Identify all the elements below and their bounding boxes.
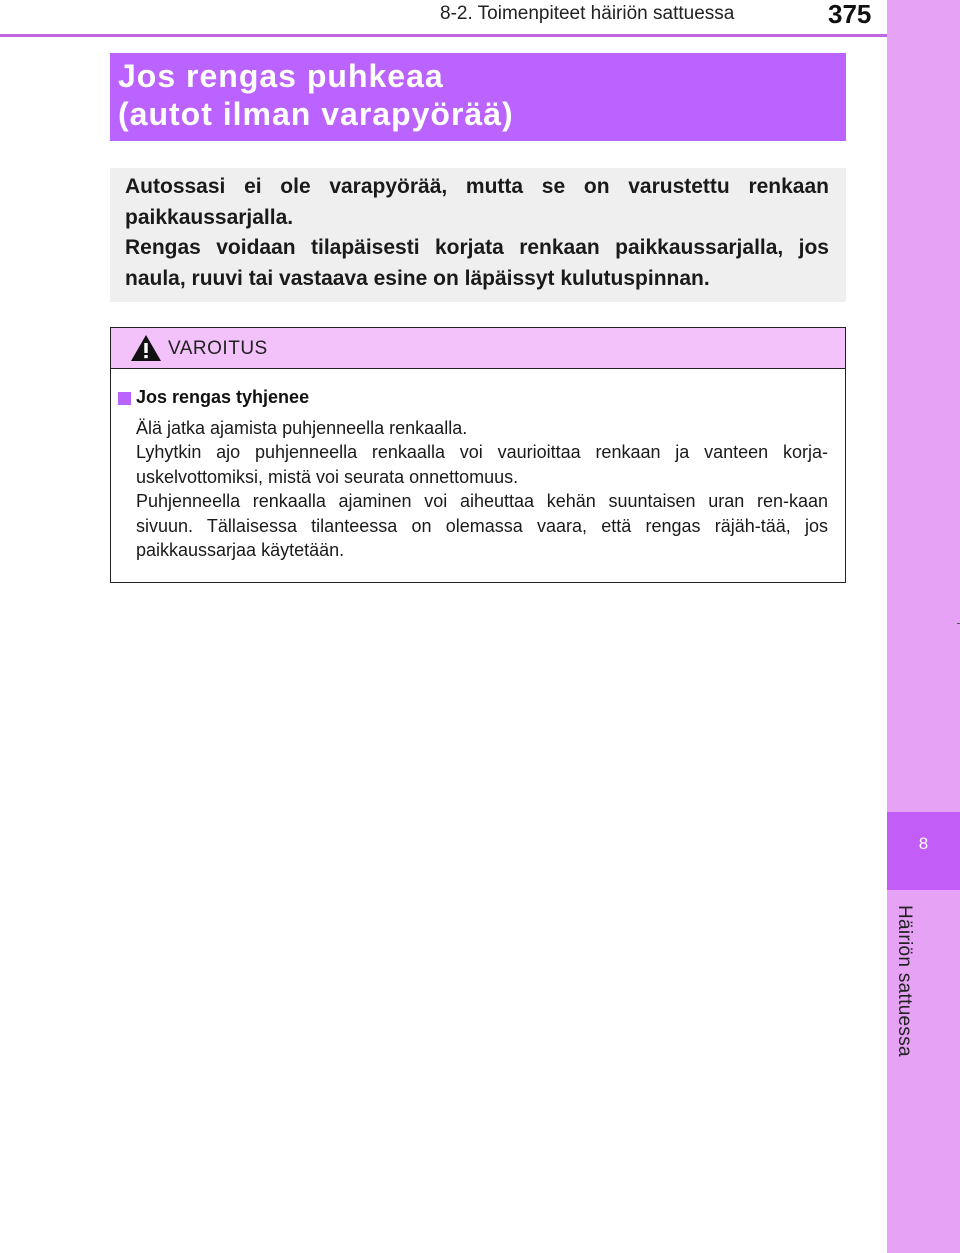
warning-subheading: Jos rengas tyhjenee [136, 387, 310, 407]
intro-paragraph: Autossasi ei ole varapyörää, mutta se on varustettu renkaan paikkaussarjalla. [125, 175, 829, 229]
warning-paragraph: Lyhytkin ajo puhjenneella renkaalla voi vaurioittaa renkaan ja vanteen korja-uskelvottomiksi, mistä voi seurata onnettomuus. [136, 442, 828, 487]
section-title-line1: Jos rengas puhkeaa [118, 58, 444, 94]
intro-paragraph: Rengas voidaan tilapäisesti korjata renkaan paikkaussarjalla, jos naula, ruuvi tai vastaava esine on läpäissyt kulutuspinnan. [125, 236, 829, 290]
section-title-bar [110, 53, 846, 141]
chapter-label: Häiriön sattuessa [894, 905, 915, 1057]
warning-title: VAROITUS [168, 338, 268, 359]
side-tab [887, 0, 960, 1253]
warning-triangle-icon [129, 333, 163, 368]
warning-paragraph: Puhjenneella renkaalla ajaminen voi aiheuttaa kehän suuntaisen uran ren-kaan sivuun. Tällaisessa tilanteessa on olemassa vaara, että rengas räjäh-tää, jos paikkaussarjaa käytetään. [136, 491, 828, 560]
warning-box [110, 327, 846, 583]
chapter-tab[interactable] [887, 812, 960, 890]
intro-box [110, 168, 846, 302]
warning-paragraph: Älä jatka ajamista puhjenneella renkaalla. [136, 418, 468, 438]
warning-header [111, 328, 845, 369]
bullet-square-icon [118, 392, 131, 405]
page-number: 375 [828, 0, 872, 29]
section-title-line2: (autot ilman varapyörää) [118, 96, 514, 132]
header-rule [0, 34, 887, 37]
chapter-number: 8 [918, 834, 929, 853]
header-section-title: 8-2. Toimenpiteet häiriön sattuessa [440, 3, 735, 24]
